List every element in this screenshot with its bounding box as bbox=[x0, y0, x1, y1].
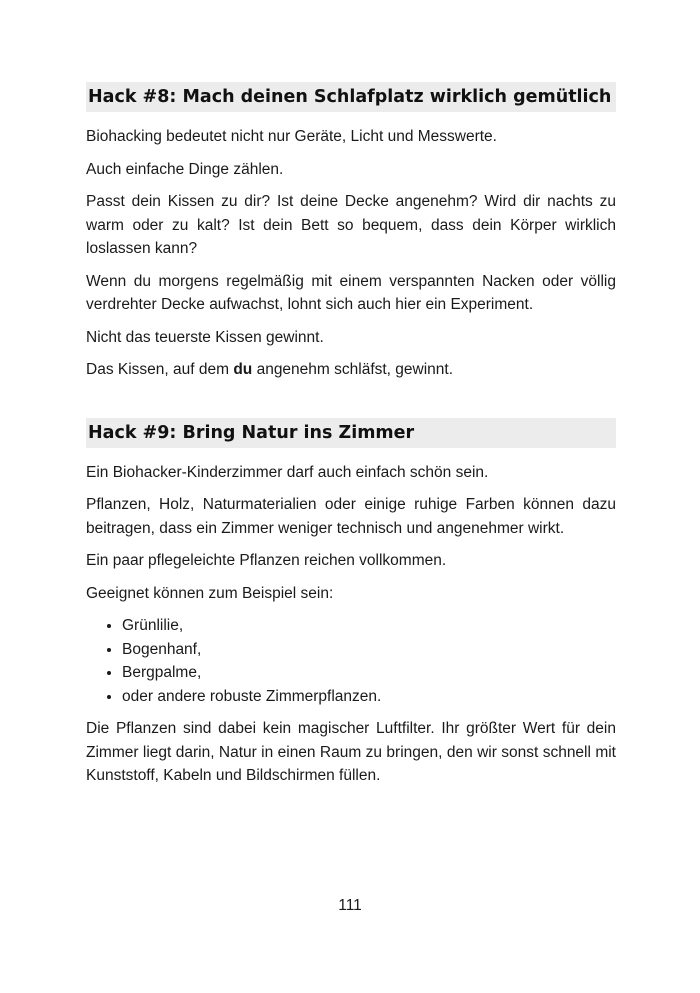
hack-9-paragraph-2: Pflanzen, Holz, Naturmaterialien oder einige ruhige Farben können dazu beitragen, dass ein Zimmer weniger technisch und angenehmer wirkt. bbox=[86, 496, 616, 537]
text-run: Das Kissen, auf dem bbox=[86, 361, 234, 378]
hack-8-paragraph-1: Biohacking bedeutet nicht nur Geräte, Licht und Messwerte. bbox=[86, 128, 497, 145]
hack-9-paragraph-1: Ein Biohacker-Kinderzimmer darf auch einfach schön sein. bbox=[86, 463, 489, 481]
hack-9-paragraph-4: Geeignet können zum Beispiel sein: bbox=[86, 584, 334, 602]
list-item: • Grünlilie, bbox=[122, 614, 616, 638]
text-run: angenehm schläfst, gewinnt. bbox=[252, 361, 454, 378]
hack-8-paragraph-4: Wenn du morgens regelmäßig mit einem verspannten Nacken oder völlig verdrehter Decke aufwachst, lohnt sich auch hier ein Experiment. bbox=[86, 272, 616, 313]
list-item: • Bergpalme, bbox=[122, 661, 616, 685]
hack-8-heading: Hack #8: Mach deinen Schlafplatz wirklich gemütlich bbox=[86, 82, 616, 112]
hack-8-paragraph-3: Passt dein Kissen zu dir? Ist deine Decke angenehm? Wird dir nachts zu warm oder zu kalt? Ist dein Bett so bequem, dass dein Körper wirklich loslassen kann? bbox=[86, 193, 616, 257]
list-item: • Bogenhanf, bbox=[122, 638, 616, 662]
page-number: 111 bbox=[338, 897, 362, 914]
hack-8-paragraph-2: Auch einfache Dinge zählen. bbox=[86, 160, 284, 178]
hack-9-paragraph-3: Ein paar pflegeleichte Pflanzen reichen vollkommen. bbox=[86, 552, 447, 569]
hack-9-paragraph-5: Die Pflanzen sind dabei kein magischer Luftfilter. Ihr größter Wert für dein Zimmer liegt darin, Natur in einen Raum zu bringen, den wir sonst schnell mit Kunststoff, Kabeln und Bildschirmen füllen. bbox=[86, 720, 616, 784]
list-item: • oder andere robuste Zimmerpflanzen. bbox=[122, 685, 616, 709]
hack-8-paragraph-6 bbox=[86, 358, 616, 382]
plant-list bbox=[86, 614, 616, 708]
hack-9-heading: Hack #9: Bring Natur ins Zimmer bbox=[86, 418, 616, 448]
hack-8-paragraph-5: Nicht das teuerste Kissen gewinnt. bbox=[86, 328, 324, 346]
page-content bbox=[86, 82, 616, 797]
emphasis-du: du bbox=[233, 361, 253, 378]
